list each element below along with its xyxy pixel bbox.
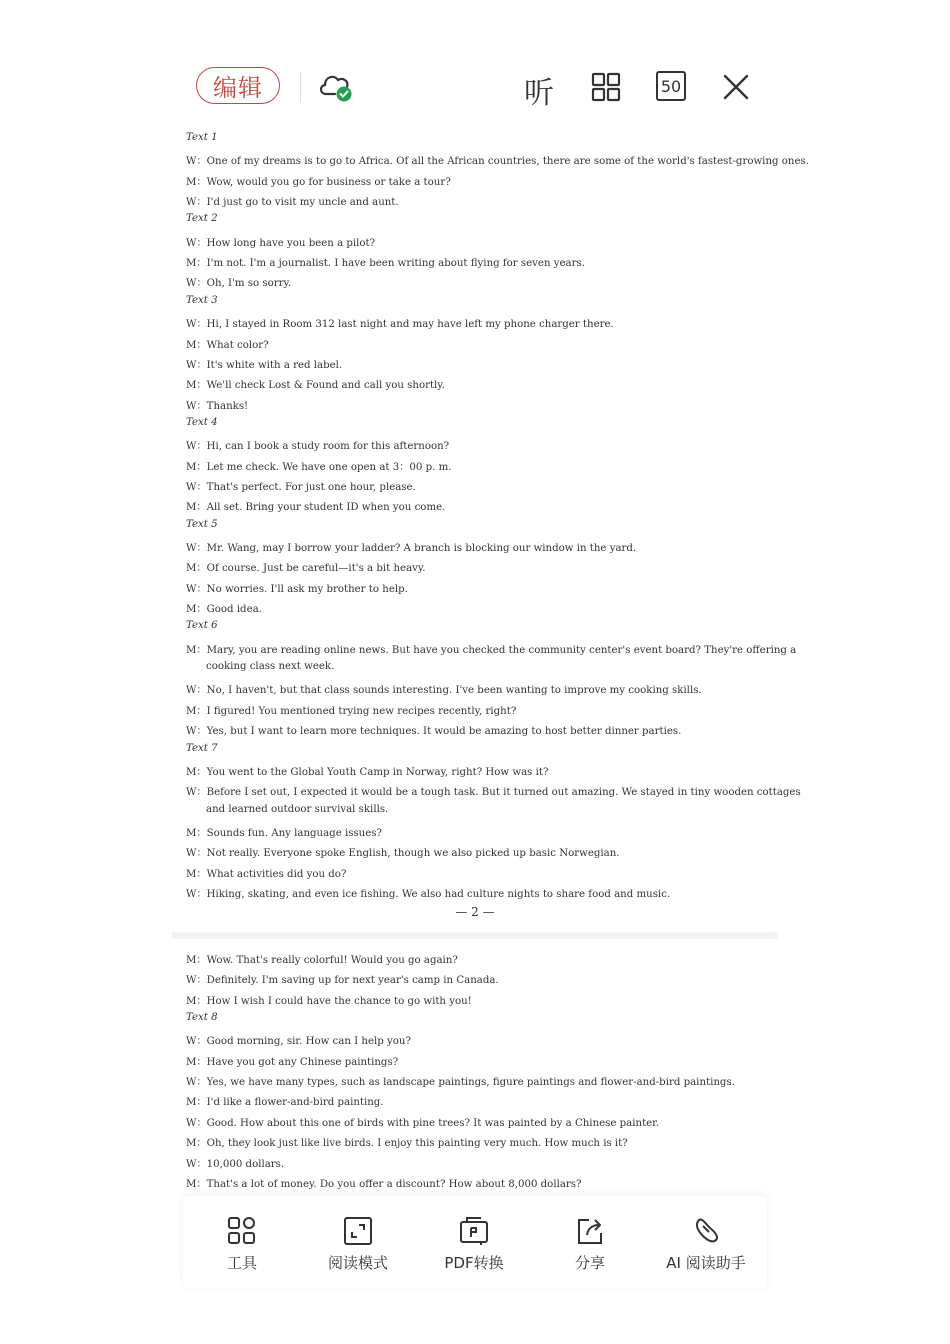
dialogue-line: W：10,000 dollars. xyxy=(186,1158,285,1170)
dialogue-line: M：How I wish I could have the chance to go with you! xyxy=(186,995,472,1007)
dialogue-line: W：Mr. Wang, may I borrow your ladder? A branch is blocking our window in the yard. xyxy=(186,543,637,554)
dialogue-line: M：What color? xyxy=(186,339,269,351)
dialogue-line: W：Hi, I stayed in Room 312 last night and may have left my phone charger there. xyxy=(186,319,614,331)
dialogue-line: W：No, I haven't, but that class sounds interesting. I've been wanting to improve my cooking skills. xyxy=(186,685,702,697)
dialogue-line: W：One of my dreams is to go to Africa. Of all the African countries, there are some of the world's fastest-growing ones. xyxy=(186,156,809,168)
reading-mode-button[interactable] xyxy=(303,1216,413,1273)
reading-mode-icon xyxy=(343,1216,373,1246)
dialogue-line: M：All set. Bring your student ID when you come. xyxy=(186,502,446,514)
pdf-convert-button[interactable] xyxy=(419,1216,529,1273)
dialogue-line: W：No worries. I'll ask my brother to help. xyxy=(186,583,408,595)
dialogue-line: M：Oh, they look just like live birds. I enjoy this painting very much. How much is it? xyxy=(186,1138,628,1150)
dialogue-line: M：Have you got any Chinese paintings? xyxy=(186,1056,399,1068)
dialogue-line: M：What activities did you do? xyxy=(186,868,347,880)
pdf-convert-icon xyxy=(459,1216,489,1246)
dialogue-line: W：Thanks! xyxy=(186,400,249,412)
dialogue-line: W：Yes, but I want to learn more techniques. It would be amazing to host better dinner parties. xyxy=(186,726,682,738)
dialogue-line: W：I'd just go to visit my uncle and aunt. xyxy=(186,197,399,209)
dialogue-line: M：That's a lot of money. Do you offer a discount? How about 8,000 dollars? xyxy=(186,1178,582,1190)
dialogue-line: M：I'm not. I'm a journalist. I have been writing about flying for seven years. xyxy=(186,258,585,270)
dialogue-line: M：Of course. Just be careful—it's a bit heavy. xyxy=(186,563,426,575)
dialogue-line: M：Mary, you are reading online news. But have you checked the community center's event board? They're offering a xyxy=(186,644,797,656)
dialogue-line: M：I'd like a flower-and-bird painting. xyxy=(186,1097,384,1109)
section-label: Text 5 xyxy=(186,518,218,530)
dialogue-line: cooking class next week. xyxy=(206,661,335,673)
dialogue-line: M：We'll check Lost & Found and call you shortly. xyxy=(186,380,445,392)
section-label: Text 1 xyxy=(186,132,218,143)
grid-icon[interactable] xyxy=(590,71,622,103)
ai-assistant-icon xyxy=(691,1216,721,1246)
share-button[interactable] xyxy=(535,1216,645,1273)
dialogue-line: W：Before I set out, I expected it would be a tough task. But it turned out amazing. We stayed in tiny wooden cottages xyxy=(186,787,801,799)
section-label: Text 4 xyxy=(186,416,218,428)
dialogue-line: W：Hiking, skating, and even ice fishing. We also had culture nights to share food and music. xyxy=(186,888,671,900)
tools-button[interactable] xyxy=(187,1216,297,1273)
dialogue-line: M：You went to the Global Youth Camp in Norway, right? How was it? xyxy=(186,766,549,778)
dialogue-line: W：Definitely. I'm saving up for next year's camp in Canada. xyxy=(186,975,499,987)
tools-label: 工具 xyxy=(226,1254,257,1272)
share-icon xyxy=(575,1216,605,1246)
ai-assistant-button[interactable] xyxy=(651,1216,761,1273)
page-number: — 2 — xyxy=(455,905,495,919)
dialogue-line: and learned outdoor survival skills. xyxy=(206,803,389,815)
listen-button[interactable]: 听 xyxy=(524,76,554,111)
dialogue-line: W：That's perfect. For just one hour, please. xyxy=(186,481,416,493)
pdf-convert-label: PDF转换 xyxy=(444,1254,504,1272)
ai-assistant-label: AI 阅读助手 xyxy=(666,1254,746,1272)
dialogue-line: M：Good idea. xyxy=(186,604,262,616)
section-label: Text 7 xyxy=(186,742,218,754)
close-icon[interactable] xyxy=(720,71,752,103)
section-label: Text 3 xyxy=(186,294,218,306)
dialogue-line: W：Yes, we have many types, such as landscape paintings, figure paintings and flower-and-bird paintings. xyxy=(186,1077,735,1089)
dialogue-line: W：Not really. Everyone spoke English, though we also picked up basic Norwegian. xyxy=(186,848,620,860)
page-separator xyxy=(172,932,778,939)
dialogue-line: W：It's white with a red label. xyxy=(186,359,343,371)
dialogue-line: M：Wow, would you go for business or take a tour? xyxy=(186,176,451,188)
tools-grid-icon xyxy=(227,1216,257,1246)
bottom-toolbar xyxy=(183,1196,767,1288)
dialogue-line: M：I figured! You mentioned trying new recipes recently, right? xyxy=(186,705,517,717)
section-label: Text 2 xyxy=(186,213,218,225)
section-label: Text 6 xyxy=(186,620,218,632)
cloud-sync-icon[interactable] xyxy=(317,70,355,104)
reading-mode-label: 阅读模式 xyxy=(327,1254,388,1272)
dialogue-line: W：Oh, I'm so sorry. xyxy=(186,278,292,290)
dialogue-line: M：Wow. That's really colorful! Would you go again? xyxy=(186,955,458,966)
page-count-button[interactable]: 50 xyxy=(656,71,686,101)
dialogue-line: M：Let me check. We have one open at 3：00 p. m. xyxy=(186,461,452,473)
top-toolbar xyxy=(172,54,778,122)
edit-button[interactable]: 编辑 xyxy=(196,67,280,104)
dialogue-line: W：Hi, can I book a study room for this afternoon? xyxy=(186,441,450,453)
dialogue-line: W：Good. How about this one of birds with pine trees? It was painted by a Chinese painter. xyxy=(186,1117,660,1129)
toolbar-divider xyxy=(300,72,301,102)
dialogue-line: M：Sounds fun. Any language issues? xyxy=(186,827,382,839)
section-label: Text 8 xyxy=(186,1012,218,1024)
dialogue-line: W：How long have you been a pilot? xyxy=(186,237,376,249)
share-label: 分享 xyxy=(574,1254,605,1272)
dialogue-line: W：Good morning, sir. How can I help you? xyxy=(186,1036,411,1048)
